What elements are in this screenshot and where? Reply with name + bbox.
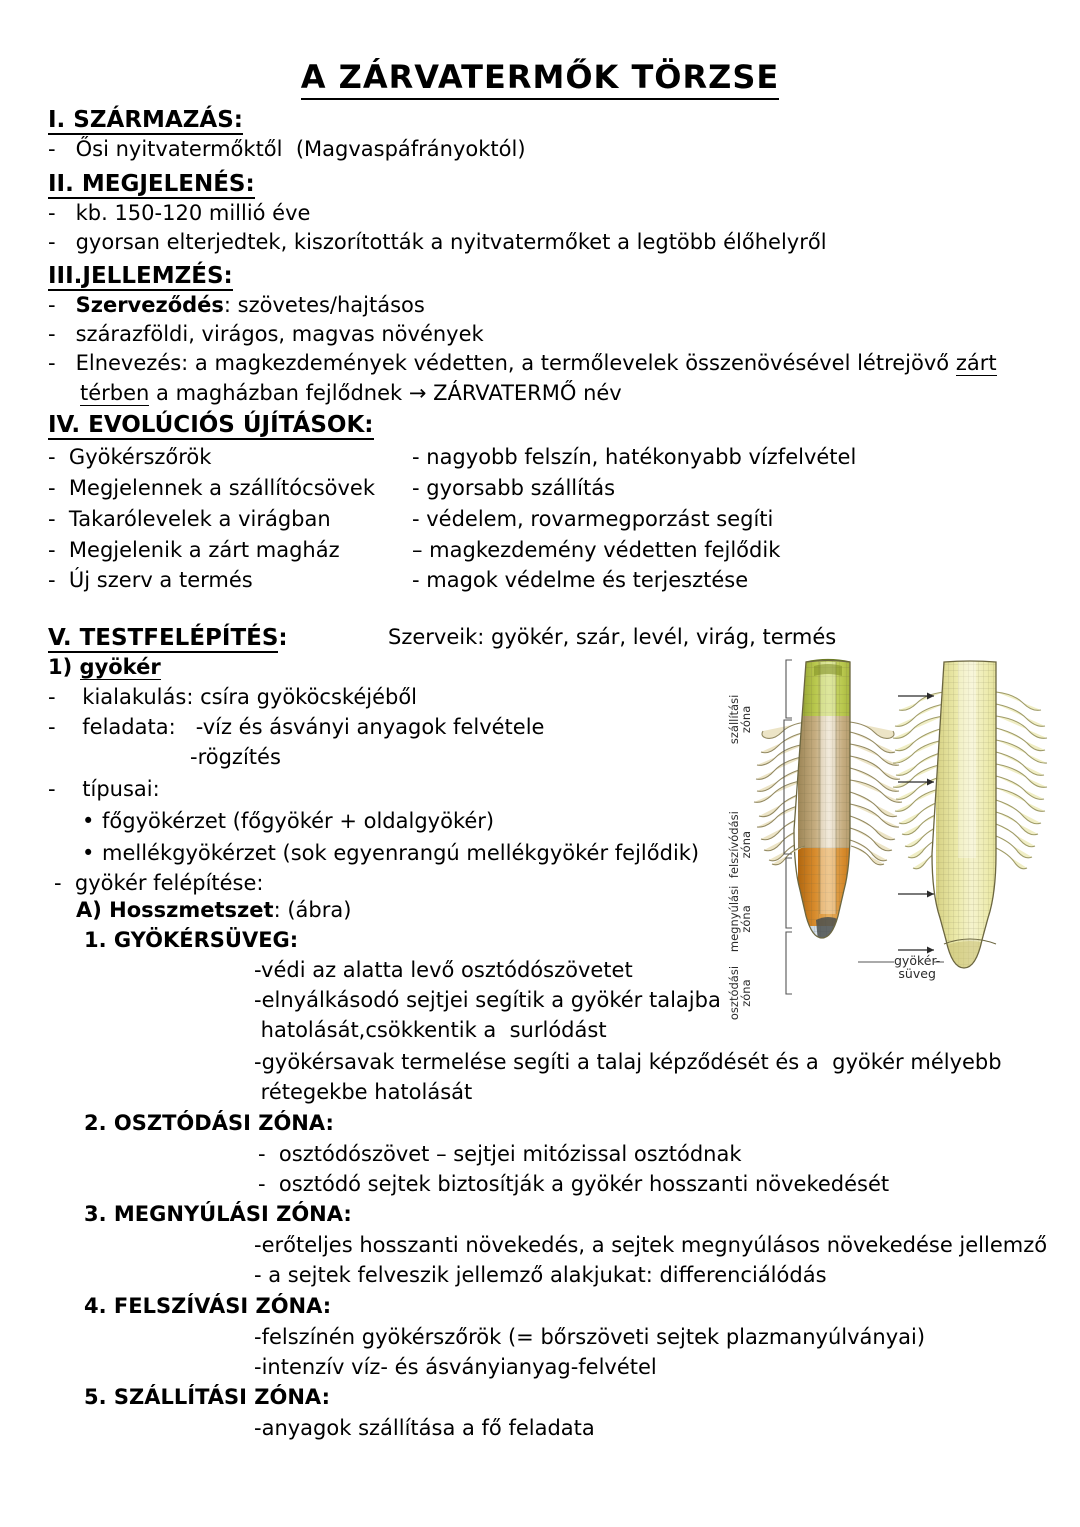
zone-title-5: 5. SZÁLLÍTÁSI ZÓNA: [84,1385,330,1409]
zone-detail: -anyagok szállítása a fő feladata [254,1416,595,1440]
innovation-left-1: - Megjelennek a szállítócsövek [48,476,375,500]
right-root-surface [893,658,1047,1050]
zone-detail: - osztódószövet – sejtjei mitózissal osztódnak [258,1142,742,1166]
list-item-felepitese: - gyökér felépítése: [54,871,264,895]
zone-title-2: 2. OSZTÓDÁSI ZÓNA: [84,1111,334,1135]
zone-title-1: 1. GYÖKÉRSÜVEG: [84,928,299,952]
list-item-szervezodes: - Szerveződés: szövetes/hajtásos [48,293,425,317]
root-diagram-svg [748,658,1048,1050]
list-item-elnevezes-cont: térben a magházban fejlődnek → ZÁRVATERMŐ név [80,381,622,405]
zone-detail: -felszínén gyökérszőrök (= bőrszöveti sejtek plazmanyúlványai) [254,1325,926,1349]
zone-detail: -védi az alatta levő osztódószövetet [254,958,633,982]
zone-fill-division [798,926,860,996]
term-szervezodes: Szerveződés [75,293,224,317]
zone-label-absorption: felszívódási zóna [726,811,753,879]
list-item: - kialakulás: csíra gyököcskéjéből [48,685,418,709]
bullet-dot-icon: • [82,841,95,865]
label-gyokersuveg: gyökér- süveg [894,953,941,982]
zone-detail: -elnyálkásodó sejtjei segítik a gyökér talajba [254,988,721,1012]
zone-label-transport: szállítási zóna [726,694,753,745]
zone-detail: hatolását,csökkentik a surlódást [254,1018,607,1042]
zone-detail: - osztódó sejtek biztosítják a gyökér hosszanti növekedését [258,1172,890,1196]
list-item-bullet-1: • mellékgyökérzet (sok egyenrangú mellékgyökér fejlődik) [82,841,700,865]
innovation-left-2: - Takarólevelek a virágban [48,507,331,531]
zone-title-4: 4. FELSZÍVÁSI ZÓNA: [84,1294,332,1318]
heading-megjelenes: II. MEGJELENÉS: [48,171,255,197]
zone-detail: rétegekbe hatolását [254,1080,473,1104]
zone-detail: - a sejtek felveszik jellemző alakjukat: differenciálódás [254,1263,827,1287]
zone-brackets [784,660,792,994]
zone-label-elongation: megnyúlási zóna [726,885,753,953]
subsection-gyoker: 1) gyökér [48,655,161,679]
heading-jellemzes: III.JELLEMZÉS: [48,263,233,289]
innovation-right-4: - magok védelme és terjesztése [412,568,749,592]
zone-detail: -gyökérsavak termelése segíti a talaj képződését és a gyökér mélyebb [254,1050,1002,1074]
subsection-hosszmetszet: A) Hosszmetszet: (ábra) [76,898,352,922]
zone-detail: -erőteljes hosszanti növekedés, a sejtek megnyúlásos növekedése jellemző [254,1233,1048,1257]
underlined-terben: térben [80,381,150,405]
list-item: - kb. 150-120 millió éve [48,201,311,225]
list-item: - feladata: -víz és ásványi anyagok felvétele [48,715,545,739]
page-title [0,58,1080,96]
innovation-right-3: – magkezdemény védetten fejlődik [412,538,781,562]
innovation-left-4: - Új szerv a termés [48,568,253,592]
list-item-bullet-0: • főgyökérzet (főgyökér + oldalgyökér) [82,809,495,833]
organs-note: Szerveik: gyökér, szár, levél, virág, termés [388,625,837,649]
bullet-dot-icon: • [82,809,95,833]
innovation-left-0: - Gyökérszőrök [48,445,212,469]
list-item: - szárazföldi, virágos, magvas növények [48,322,484,346]
list-item-elnevezes: - Elnevezés: a magkezdemények védetten, a termőlevelek összenövésével létrejövő zárt [48,351,997,375]
list-item: -rögzítés [190,745,281,769]
innovation-left-3: - Megjelenik a zárt magház [48,538,340,562]
innovation-right-0: - nagyobb felszín, hatékonyabb vízfelvétel [412,445,857,469]
underlined-zart: zárt [955,351,997,375]
heading-szarmazas: I. SZÁRMAZÁS: [48,107,243,133]
list-item: - gyorsan elterjedtek, kiszorították a nyitvatermőket a legtöbb élőhelyről [48,230,827,254]
innovation-right-2: - védelem, rovarmegporzást segíti [412,507,774,531]
innovation-right-1: - gyorsabb szállítás [412,476,616,500]
subsection-gyoker-label: gyökér [79,655,161,679]
list-item: - Ősi nyitvatermőktől (Magvaspáfrányoktól) [48,137,526,161]
left-root-section [754,658,902,996]
heading-testfelepites: V. TESTFELÉPÍTÉS: [48,625,288,651]
heading-evolucios-ujitasok: IV. EVOLÚCIÓS ÚJÍTÁSOK: [48,412,374,438]
root-zones-figure [726,658,1048,1050]
page-title-text: A ZÁRVATERMŐK TÖRZSE [301,58,779,100]
list-item: - típusai: [48,777,160,801]
zone-title-3: 3. MEGNYÚLÁSI ZÓNA: [84,1202,352,1226]
zone-label-division: osztódási zóna [726,965,753,1021]
zone-detail: -intenzív víz- és ásványianyag-felvétel [254,1355,657,1379]
